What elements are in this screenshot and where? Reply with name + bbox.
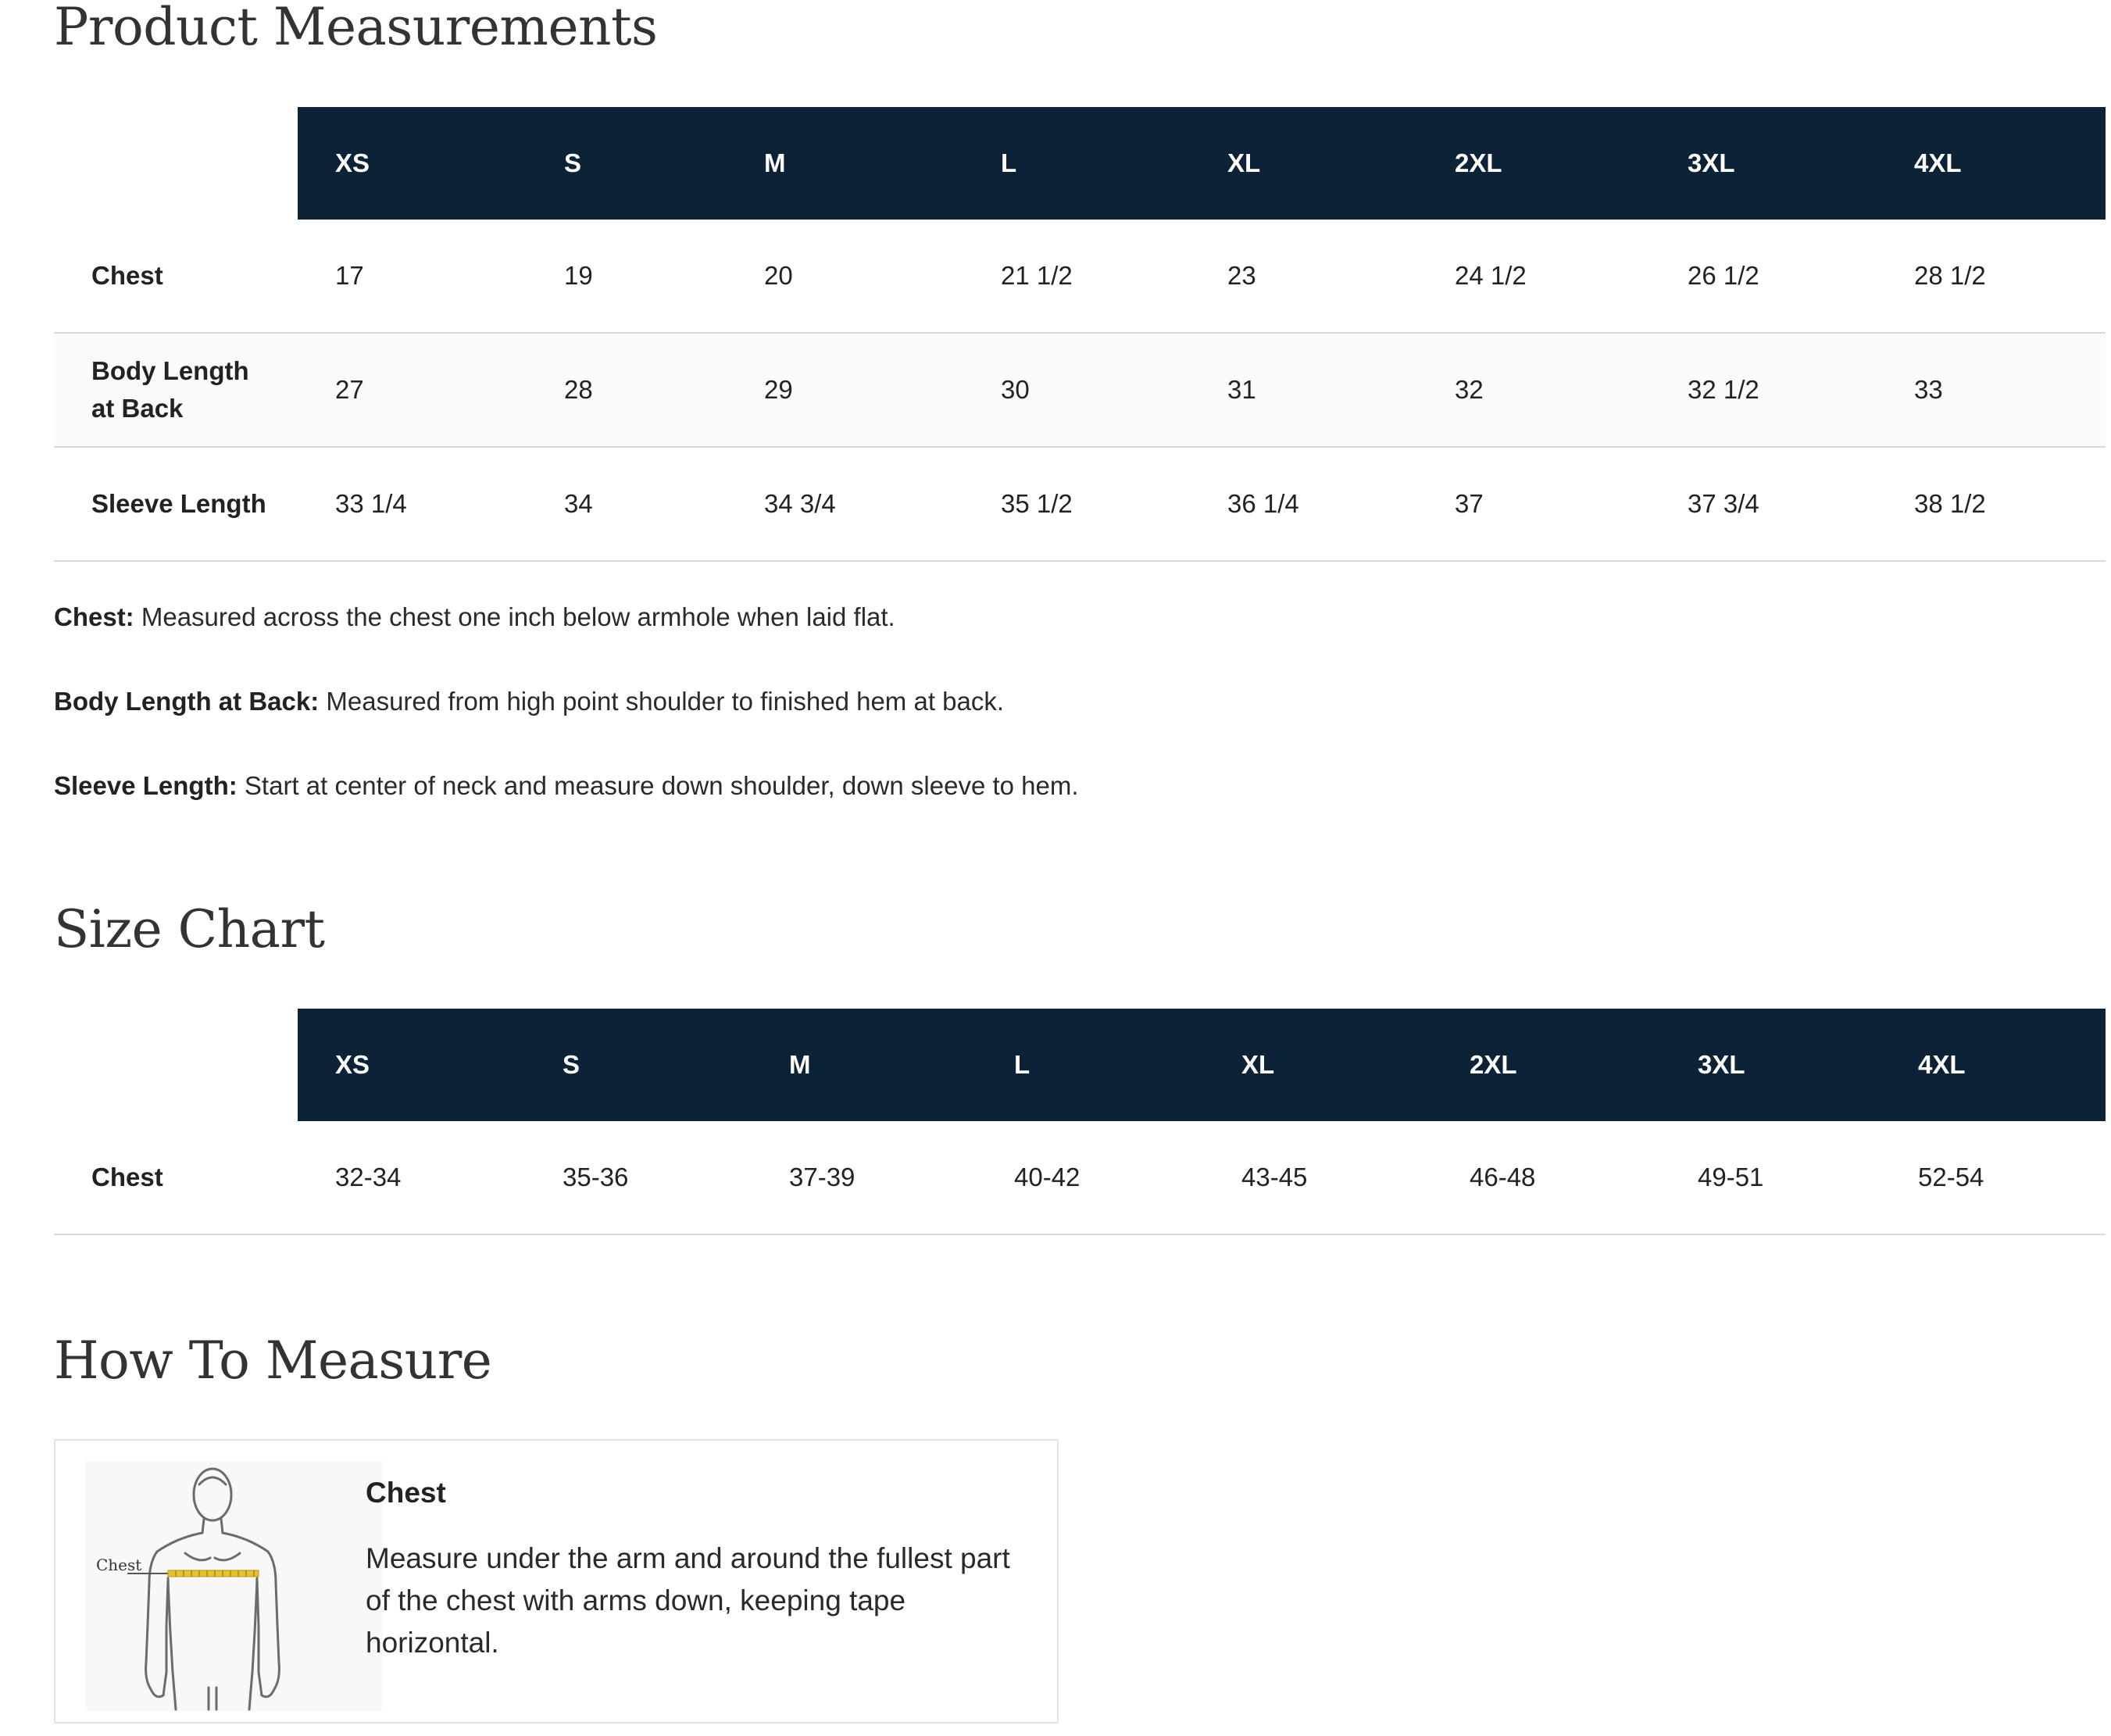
definition-text: Start at center of neck and measure down shoulder, down sleeve to hem.: [244, 771, 1079, 800]
definition-term: Chest:: [54, 602, 134, 631]
table-cell: 35 1/2: [963, 447, 1190, 561]
table-cell: 36 1/4: [1190, 447, 1417, 561]
table-row: [54, 220, 2106, 333]
header-corner-cell: [54, 1009, 298, 1121]
row-label-chest: Chest: [54, 220, 298, 333]
measurement-definitions: [54, 598, 1460, 851]
definition-term: Sleeve Length:: [54, 771, 238, 800]
chest-measure-illustration: [85, 1461, 382, 1711]
table-cell: 19: [527, 220, 727, 333]
size-header-xs: XS: [298, 107, 527, 220]
header-corner-cell: [54, 107, 298, 220]
definition-chest: [54, 598, 1460, 637]
size-header-l: L: [963, 107, 1190, 220]
table-cell: 37: [1417, 447, 1650, 561]
table-cell: 37-39: [752, 1121, 977, 1234]
table-cell: 17: [298, 220, 527, 333]
size-header-l: L: [977, 1009, 1204, 1121]
size-header-xl: XL: [1190, 107, 1417, 220]
table-cell: 27: [298, 333, 527, 447]
table-cell: 32 1/2: [1650, 333, 1877, 447]
how-to-measure-heading: How To Measure: [54, 1331, 492, 1391]
table-cell: 52-54: [1881, 1121, 2106, 1234]
size-header-3xl: 3XL: [1660, 1009, 1881, 1121]
size-chart-table: [54, 1009, 2106, 1235]
size-header-s: S: [525, 1009, 752, 1121]
table-row: [54, 333, 2106, 447]
size-header-4xl: 4XL: [1881, 1009, 2106, 1121]
size-header-xs: XS: [298, 1009, 525, 1121]
row-label-body-length: Body Length at Back: [54, 333, 298, 447]
size-header-m: M: [727, 107, 963, 220]
table-cell: 33 1/4: [298, 447, 527, 561]
size-header-xl: XL: [1204, 1009, 1432, 1121]
measure-card-description: Measure under the arm and around the fullest part of the chest with arms down, keeping tape horizontal.: [366, 1542, 1010, 1659]
illustration-label: Chest: [96, 1556, 142, 1574]
measure-card-title: Chest: [366, 1477, 446, 1509]
measure-card-chest: [54, 1439, 1059, 1723]
table-cell: 40-42: [977, 1121, 1204, 1234]
row-label-sleeve-length: Sleeve Length: [54, 447, 298, 561]
definition-sleeve-length: [54, 766, 1460, 805]
table-cell: 28: [527, 333, 727, 447]
table-cell: 49-51: [1660, 1121, 1881, 1234]
row-label-chest: Chest: [54, 1121, 298, 1234]
table-cell: 37 3/4: [1650, 447, 1877, 561]
table-cell: 33: [1877, 333, 2106, 447]
size-header-row: [54, 1009, 2106, 1121]
product-measurements-table: [54, 107, 2106, 562]
table-cell: 21 1/2: [963, 220, 1190, 333]
table-cell: 38 1/2: [1877, 447, 2106, 561]
table-cell: 46-48: [1432, 1121, 1660, 1234]
size-header-3xl: 3XL: [1650, 107, 1877, 220]
table-cell: 34: [527, 447, 727, 561]
size-header-4xl: 4XL: [1877, 107, 2106, 220]
product-measurements-heading: Product Measurements: [54, 0, 658, 57]
size-header-2xl: 2XL: [1432, 1009, 1660, 1121]
table-cell: 29: [727, 333, 963, 447]
table-cell: 26 1/2: [1650, 220, 1877, 333]
table-cell: 31: [1190, 333, 1417, 447]
table-cell: 35-36: [525, 1121, 752, 1234]
table-cell: 34 3/4: [727, 447, 963, 561]
table-row: [54, 1121, 2106, 1234]
definition-body-length: [54, 682, 1460, 721]
definition-text: Measured across the chest one inch below armhole when laid flat.: [141, 602, 895, 631]
definition-text: Measured from high point shoulder to finished hem at back.: [326, 687, 1005, 716]
size-header-m: M: [752, 1009, 977, 1121]
table-cell: 32-34: [298, 1121, 525, 1234]
table-cell: 23: [1190, 220, 1417, 333]
size-header-s: S: [527, 107, 727, 220]
table-cell: 24 1/2: [1417, 220, 1650, 333]
table-cell: 32: [1417, 333, 1650, 447]
table-cell: 43-45: [1204, 1121, 1432, 1234]
table-cell: 30: [963, 333, 1190, 447]
definition-term: Body Length at Back:: [54, 687, 320, 716]
size-header-2xl: 2XL: [1417, 107, 1650, 220]
size-header-row: [54, 107, 2106, 220]
table-row: [54, 447, 2106, 561]
size-chart-heading: Size Chart: [54, 899, 325, 959]
table-cell: 20: [727, 220, 963, 333]
table-cell: 28 1/2: [1877, 220, 2106, 333]
